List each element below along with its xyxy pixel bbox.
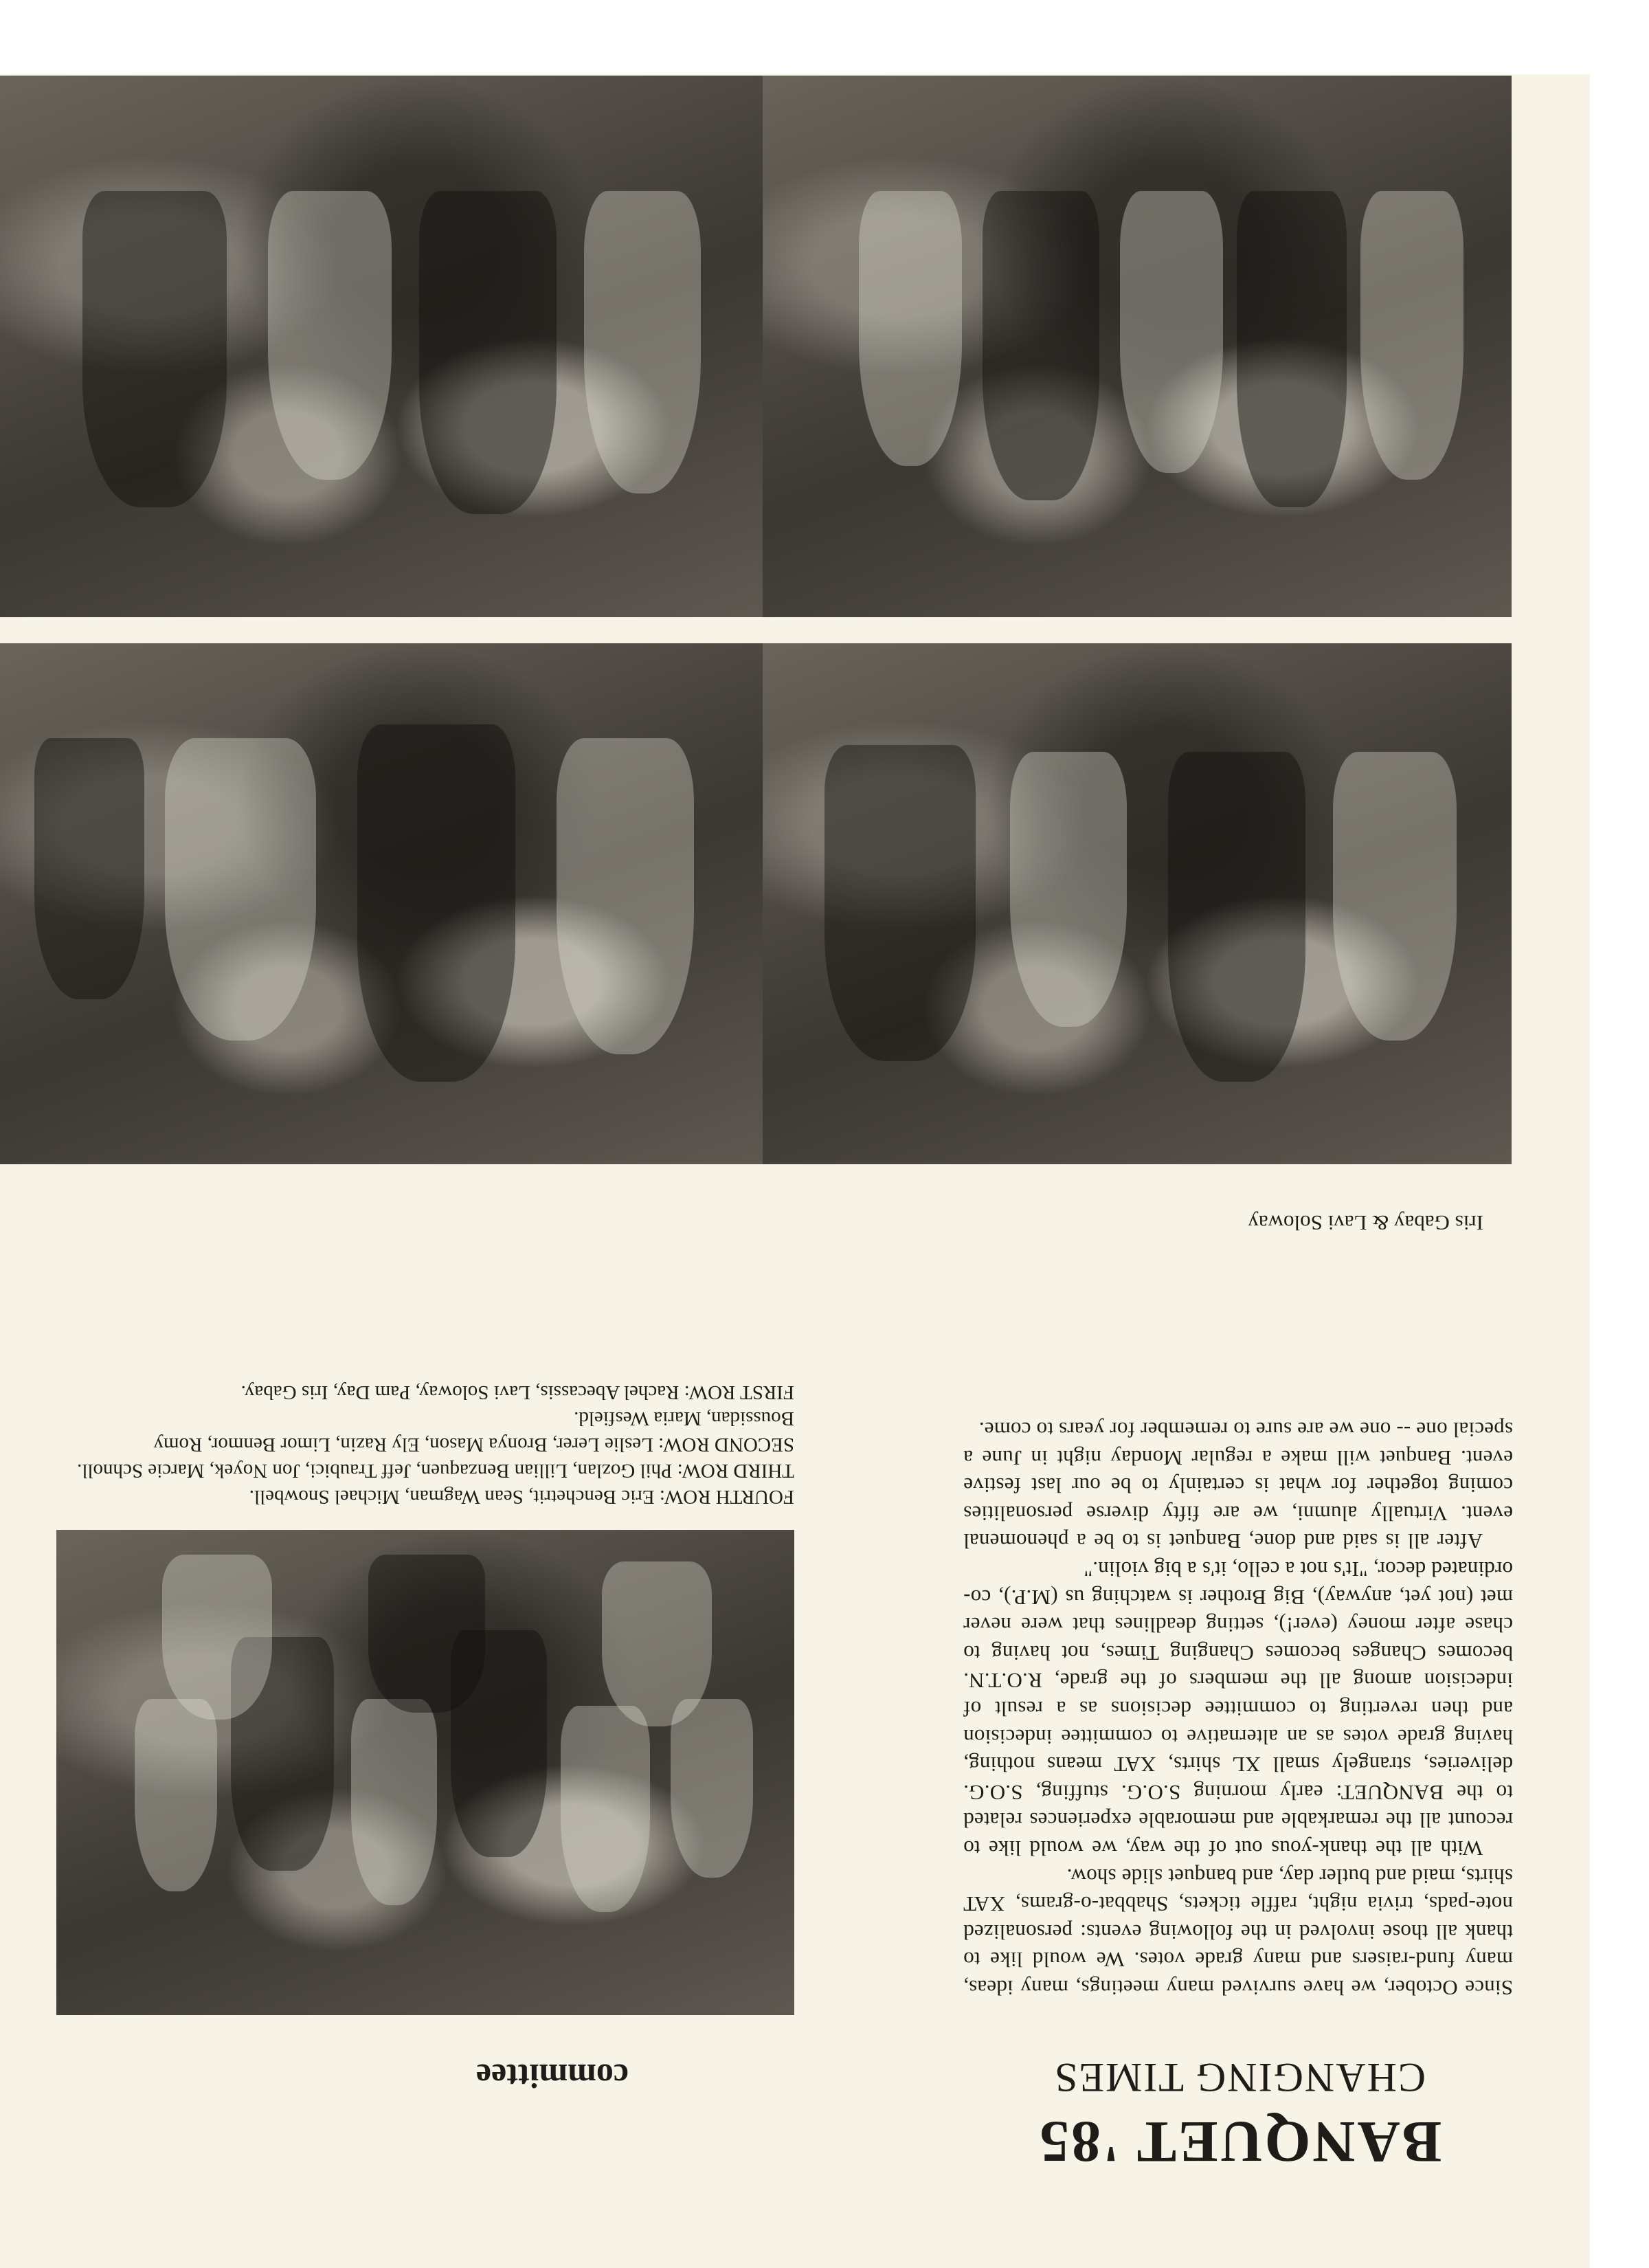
banquet-photo-friends bbox=[0, 76, 763, 617]
caption-row: FOURTH ROW: Eric Benchetrit, Sean Wagman, Michael Snowbell. bbox=[249, 1486, 794, 1508]
banquet-photo-dancers bbox=[746, 643, 1512, 1164]
article-paragraph: Since October, we have survived many meetings, many ideas, many fund-raisers and many grade votes. We would like to thank all those involved in the following events: personalized note-pads, trivia night, raffle tickets, Shabbat-o-grams, XAT shirts, maid and butler day, and banquet slide show. bbox=[963, 1864, 1513, 2000]
article-body bbox=[963, 1416, 1513, 2001]
article-paragraph: With all the thank-yous out of the way, we would like to recount all the remarkable and memorable experiences related to the BANQUET: early morning S.O.G. stuffing, S.O.G. deliveries, strangely small XL shirts, XAT means nothing, having grade votes as an alternative to committee indecision and then reverting to committee decisions as a result of indecision among all the members of the grade, R.O.T.N. becomes Changes becomes Changing Times, not having to chase after money (ever!), setting deadlines that were never met (not yet, anyway), Big Brother is watching us (M.P.), co-ordinated decor, "It's not a cello, it's a big violin." bbox=[963, 1557, 1513, 1861]
banquet-photo-group-wall bbox=[746, 76, 1512, 617]
caption-row: SECOND ROW: Leslie Lerer, Bronya Mason, Ely Razin, Limor Benmor, Romy Boussidan, Maria Wesfield. bbox=[153, 1408, 794, 1456]
caption-row: THIRD ROW: Phil Gozlan, Lillian Benzaquen, Jeff Traubici, Jon Noyek, Marcie Schnoll. bbox=[77, 1460, 794, 1482]
page-title: BANQUET '85 bbox=[1037, 2109, 1442, 2175]
caption-row: FIRST ROW: Rachel Abecassis, Lavi Soloway, Pam Day, Iris Gabay. bbox=[240, 1381, 794, 1403]
committee-group-photo bbox=[56, 1530, 794, 2015]
article-paragraph: After all is said and done, Banquet is to be a phenomenal event. Virtually alumni, we are fifty diverse personalities coming together for what is certainly to be our last festive event. Banquet will make a regular Monday night in June a special one -- one we are sure to remember for years to come. bbox=[963, 1418, 1513, 1554]
article-signature: Iris Gabay & Lavi Soloway bbox=[1248, 1211, 1483, 1235]
yearbook-page bbox=[0, 74, 1590, 2268]
section-heading: committee bbox=[475, 2057, 629, 2095]
banquet-photo-couple bbox=[0, 643, 763, 1164]
page-subtitle: CHANGING TIMES bbox=[1053, 2055, 1426, 2100]
committee-caption bbox=[66, 1379, 794, 1510]
